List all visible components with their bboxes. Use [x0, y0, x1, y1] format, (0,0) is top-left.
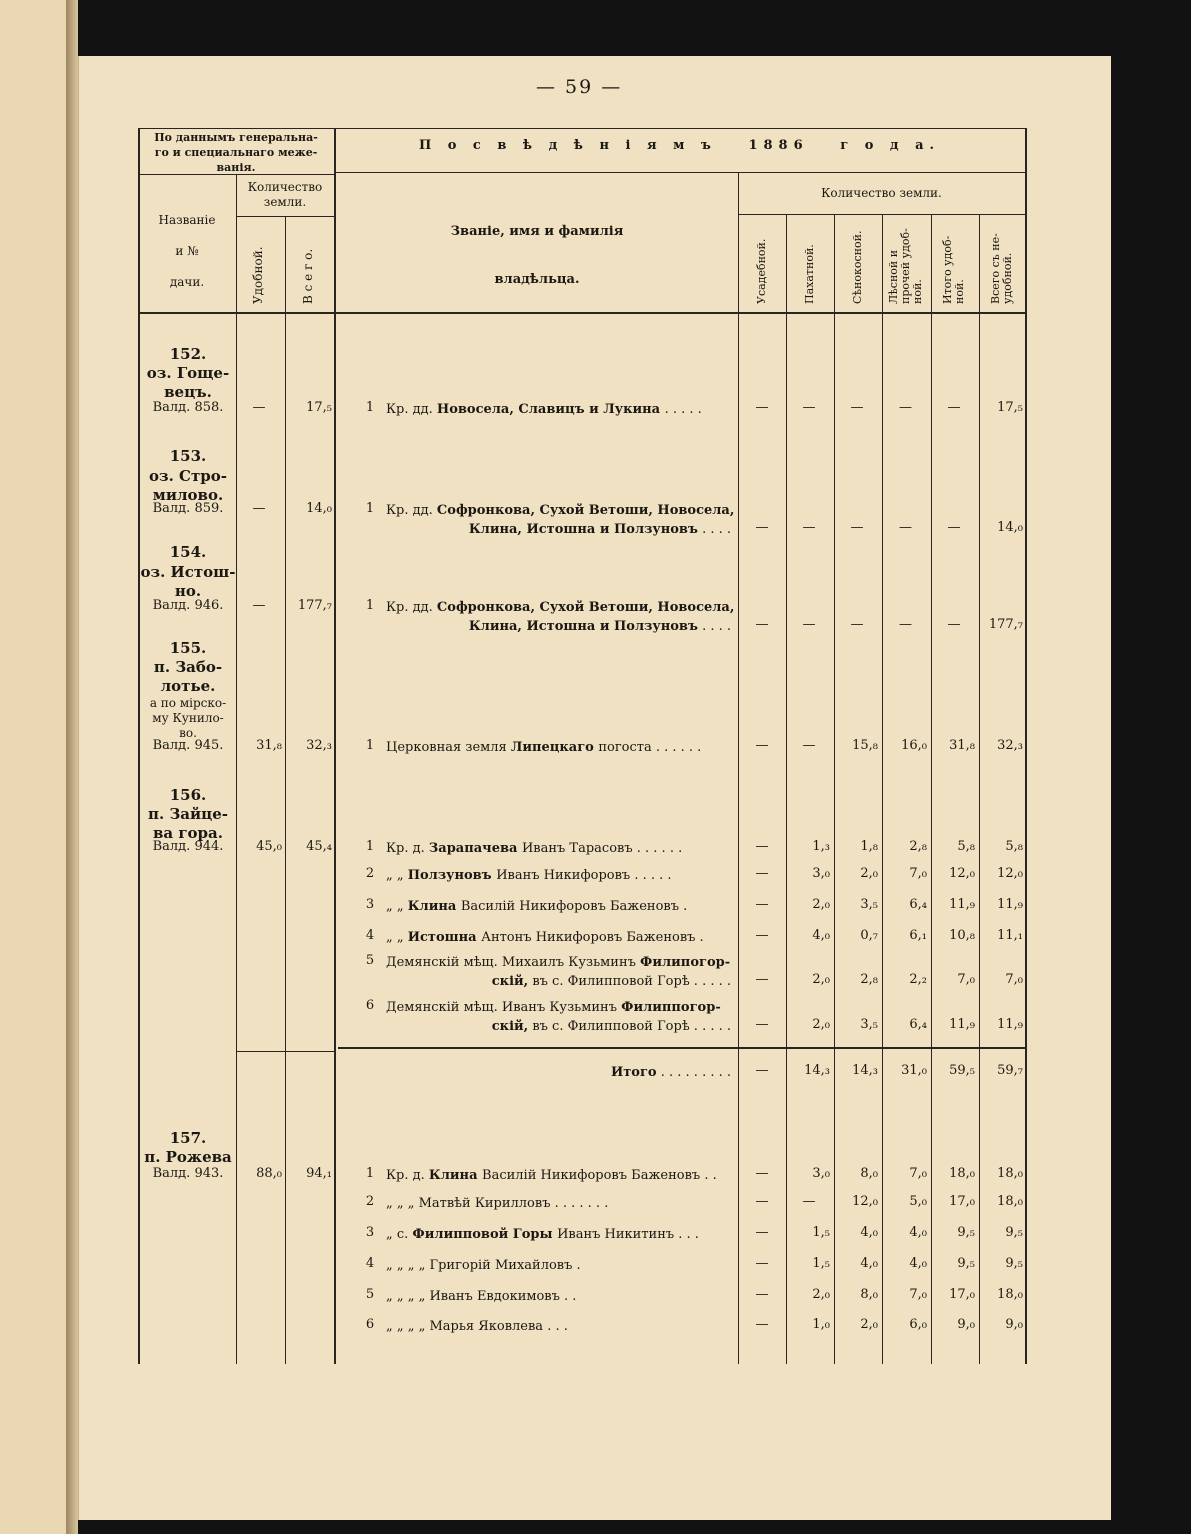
- owner-name-rest: Матвѣй Кирилловъ: [418, 1196, 555, 1211]
- leader-dots: . . . . .: [689, 1019, 731, 1034]
- row-number: 1: [365, 839, 375, 854]
- col-header-itogo: [942, 218, 966, 304]
- leader-dots: . . . . .: [689, 974, 731, 989]
- owner-name-line: [386, 897, 731, 916]
- cell-sen: 15,₈: [852, 738, 878, 753]
- cell-itogo: —: [947, 520, 961, 535]
- owner-name-line: [386, 598, 735, 617]
- cell-itogo: 9,₅: [957, 1225, 975, 1240]
- cell-les: —: [899, 617, 912, 632]
- dacha-name: а по мірско-: [149, 696, 227, 710]
- dacha-name: ва гора.: [153, 824, 223, 842]
- cell-itogo: 9,₅: [957, 1256, 975, 1271]
- cell-pakh: —: [802, 617, 816, 632]
- vsego-value: 94,₁: [306, 1166, 332, 1181]
- owner-name-rest: въ с. Филипповой Горѣ: [528, 974, 690, 989]
- owner-prefix: „ „ „ „: [386, 1289, 430, 1304]
- dacha-name: п. Рожева: [144, 1148, 232, 1166]
- cell-sen: 1,₈: [860, 839, 878, 854]
- owner-name-line: [386, 738, 731, 757]
- owner-prefix: Кр. д.: [386, 1168, 429, 1183]
- cell-itogo: 59,₅: [949, 1063, 975, 1078]
- owner-name-line: [386, 1166, 731, 1185]
- cell-vsego: 14,₀: [997, 520, 1023, 535]
- udobnoy-value: —: [252, 598, 266, 613]
- owner-name-line: [386, 400, 731, 419]
- survey-heading-line: го и специальнаго меже-: [154, 146, 318, 159]
- cell-vsego: 11,₉: [997, 897, 1023, 912]
- owner-column-header: [340, 208, 734, 304]
- dacha-col-line: Названіе: [158, 213, 216, 227]
- leader-dots: . . . .: [697, 619, 731, 634]
- cell-usad: —: [755, 897, 769, 912]
- leader-dots: . . . . .: [634, 868, 672, 883]
- dacha-name: оз. Истош-: [140, 563, 236, 581]
- cell-les: —: [899, 520, 912, 535]
- cell-itogo: 9,₀: [957, 1317, 975, 1332]
- cell-les: 6,₀: [909, 1317, 927, 1332]
- cell-itogo: 12,₀: [949, 866, 975, 881]
- cell-pakh: 1,₃: [812, 839, 830, 854]
- cell-usad: —: [755, 1166, 769, 1181]
- cell-vsego: 11,₉: [997, 1017, 1023, 1032]
- cell-usad: —: [755, 839, 769, 854]
- lesnoy-line: Лѣсной и: [887, 249, 900, 304]
- udobnoy-value: —: [252, 501, 266, 516]
- dacha-name: п. Забо-: [153, 658, 223, 676]
- cell-itogo: 7,₀: [957, 972, 975, 987]
- dacha-name: оз. Гоще-: [146, 364, 230, 382]
- owner-name-rest: Григорій Михайловъ: [429, 1258, 577, 1273]
- dacha-number: 156.: [169, 786, 207, 804]
- total-row-label: [386, 1063, 731, 1082]
- cell-pakh: 1,₀: [812, 1317, 830, 1332]
- owner-name-rest: Василій Никифоровъ Баженовъ: [460, 899, 684, 914]
- cell-vsego: 12,₀: [997, 866, 1023, 881]
- dacha-district: Валд. 858.: [152, 400, 224, 415]
- cell-usad: —: [755, 1063, 769, 1078]
- cell-vsego: 32,₃: [997, 738, 1023, 753]
- cell-usad: —: [755, 1017, 769, 1032]
- vsego-neud-line: Всего съ не-: [989, 233, 1002, 304]
- col-header-lesnoy: [888, 218, 924, 304]
- total-label: Итого: [610, 1065, 657, 1080]
- owner-name-rest: Иванъ Никифоровъ: [496, 868, 635, 883]
- cell-sen: 2,₀: [860, 866, 878, 881]
- owner-name-bold: Клина, Истошна и Ползуновъ: [468, 522, 698, 537]
- dacha-name: вецъ.: [164, 383, 212, 401]
- cell-usad: —: [755, 928, 769, 943]
- lesnoy-line: прочей удоб-: [899, 228, 912, 304]
- owner-name-bold: Новосела, Славицъ и Лукина: [436, 402, 665, 417]
- cell-les: 2,₈: [909, 839, 927, 854]
- dacha-district: Валд. 945.: [152, 738, 224, 753]
- dacha-name: во.: [179, 726, 197, 740]
- cell-les: 7,₀: [909, 1166, 927, 1181]
- owner-name-bold: Клина: [407, 899, 461, 914]
- owner-name-bold: Филипповой Горы: [412, 1227, 558, 1242]
- cell-sen: 8,₀: [860, 1287, 878, 1302]
- dacha-col-line: и №: [175, 244, 199, 258]
- survey-1886-heading: П о с в ѣ д ѣ н і я м ъ 1886 г о д а.: [418, 138, 941, 153]
- cell-itogo: 17,₀: [949, 1194, 975, 1209]
- dacha-number: 152.: [169, 345, 207, 363]
- row-number: 6: [365, 998, 375, 1013]
- owner-prefix: „ „ „ „: [386, 1319, 430, 1334]
- dacha-name: п. Зайце-: [148, 805, 228, 823]
- owner-prefix: „ „: [386, 930, 408, 945]
- cell-pakh: 2,₀: [812, 1017, 830, 1032]
- cell-pakh: 2,₀: [812, 1287, 830, 1302]
- survey-heading: [140, 130, 332, 175]
- dacha-number: 154.: [169, 543, 207, 561]
- dacha-district: Валд. 859.: [152, 501, 224, 516]
- owner-name-rest: Антонъ Никифоровъ Баженовъ: [481, 930, 700, 945]
- cell-sen: 3,₅: [860, 1017, 878, 1032]
- owner-name-rest: Иванъ Тарасовъ: [521, 841, 637, 856]
- cell-les: 4,₀: [909, 1225, 927, 1240]
- owner-name-bold: скій,: [491, 1019, 529, 1034]
- owner-prefix: Кр. д.: [386, 841, 429, 856]
- cell-vsego: 18,₀: [997, 1166, 1023, 1181]
- owner-prefix: Церковная земля: [386, 740, 511, 755]
- itogo-line: Итого удоб-: [941, 235, 954, 304]
- cell-pakh: 1,₅: [812, 1225, 830, 1240]
- previous-page-edge: [0, 0, 68, 1534]
- leader-dots: . .: [704, 1168, 717, 1183]
- udobnoy-value: 45,₀: [256, 839, 282, 854]
- cell-les: —: [899, 400, 912, 415]
- cell-sen: —: [850, 400, 864, 415]
- cell-les: 2,₂: [909, 972, 927, 987]
- owner-prefix: „ „ „ „: [386, 1258, 430, 1273]
- leader-dots: . . . . . .: [655, 740, 702, 755]
- owner-name-bold: Липецкаго: [510, 740, 599, 755]
- cell-usad: —: [755, 1256, 769, 1271]
- row-number: 1: [365, 400, 375, 415]
- cell-sen: 14,₃: [852, 1063, 878, 1078]
- row-number: 4: [365, 928, 375, 943]
- udobnoy-value: —: [252, 400, 266, 415]
- cell-usad: —: [755, 1194, 769, 1209]
- owner-name-rest: Василій Никифоровъ Баженовъ: [482, 1168, 705, 1183]
- owner-prefix: „ „: [386, 868, 408, 883]
- leader-dots: .: [683, 899, 688, 914]
- dacha-column-header: [140, 205, 234, 298]
- row-number: 3: [365, 897, 375, 912]
- cell-itogo: 17,₀: [949, 1287, 975, 1302]
- cell-itogo: 18,₀: [949, 1166, 975, 1181]
- dacha-number: 157.: [169, 1129, 207, 1147]
- owner-name-bold: Истошна: [407, 930, 482, 945]
- owner-name-line: [386, 953, 731, 972]
- cell-sen: 2,₀: [860, 1317, 878, 1332]
- cell-usad: —: [755, 520, 769, 535]
- owner-name-bold: скій,: [491, 974, 529, 989]
- cell-sen: 3,₅: [860, 897, 878, 912]
- col-header-vsego: В с е г о.: [301, 248, 315, 304]
- cell-sen: 0,₇: [860, 928, 878, 943]
- dacha-name: но.: [174, 582, 202, 600]
- cell-pakh: —: [802, 400, 816, 415]
- owner-name-line: [386, 617, 731, 636]
- owner-name-bold: Клина, Истошна и Ползуновъ: [468, 619, 698, 634]
- cell-sen: 8,₀: [860, 1166, 878, 1181]
- lesnoy-line: ной.: [911, 279, 924, 304]
- col-header-pakhatnoy: Пахатной.: [803, 244, 816, 304]
- leader-dots: .: [576, 1258, 581, 1273]
- cell-les: 4,₀: [909, 1256, 927, 1271]
- dacha-name: лотье.: [160, 677, 216, 695]
- leader-dots: . .: [564, 1289, 577, 1304]
- cell-vsego: 9,₀: [1005, 1317, 1023, 1332]
- cell-usad: —: [755, 1317, 769, 1332]
- cell-vsego: 11,₁: [997, 928, 1023, 943]
- cell-les: 6,₁: [909, 928, 927, 943]
- cell-pakh: 2,₀: [812, 972, 830, 987]
- vsego-neud-line: удобной.: [1001, 252, 1014, 304]
- owner-col-line: владѣльца.: [494, 272, 580, 287]
- book-gutter: [66, 0, 78, 1534]
- cell-usad: —: [755, 738, 769, 753]
- page-number: — 59 —: [536, 76, 623, 98]
- cell-les: 31,₀: [901, 1063, 927, 1078]
- cell-itogo: —: [947, 400, 961, 415]
- cell-les: 7,₀: [909, 866, 927, 881]
- row-number: 1: [365, 598, 375, 613]
- survey-heading-line: По даннымъ генеральна-: [154, 131, 318, 144]
- owner-prefix: Кр. дд.: [386, 402, 437, 417]
- owner-name-line: [386, 839, 731, 858]
- cell-sen: 12,₀: [852, 1194, 878, 1209]
- owner-name-line: [386, 1225, 731, 1244]
- vsego-value: 45,₄: [306, 839, 332, 854]
- owner-name-rest: погоста: [598, 740, 656, 755]
- owner-prefix: Кр. дд.: [386, 503, 437, 518]
- cell-itogo: 11,₉: [949, 1017, 975, 1032]
- owner-name-line: [386, 1194, 731, 1213]
- row-number: 2: [365, 866, 375, 881]
- owner-name-rest: въ с. Филипповой Горѣ: [528, 1019, 690, 1034]
- area-group-line: Количество: [247, 180, 323, 194]
- owner-name-line: [386, 1017, 731, 1036]
- owner-name-line: [386, 928, 731, 947]
- owner-name-line: [386, 1287, 731, 1306]
- leader-dots: . . .: [547, 1319, 568, 1334]
- row-number: 5: [365, 953, 375, 968]
- cell-les: 6,₄: [909, 897, 927, 912]
- cell-les: 7,₀: [909, 1287, 927, 1302]
- col-header-vsego-neudobnoy: [990, 218, 1014, 304]
- dacha-name: му Кунило-: [152, 711, 224, 725]
- cell-pakh: —: [802, 738, 816, 753]
- owner-name-bold: Ползуновъ: [407, 868, 497, 883]
- owner-prefix: „ „: [386, 899, 408, 914]
- dacha-name: оз. Стро-: [149, 467, 227, 485]
- owner-name-rest: Иванъ Евдокимовъ: [429, 1289, 565, 1304]
- dacha-col-line: дачи.: [169, 275, 205, 289]
- owner-name-bold: Филиппогор-: [621, 1000, 721, 1015]
- dacha-district: Валд. 944.: [152, 839, 224, 854]
- row-number: 1: [365, 1166, 375, 1181]
- owner-name-rest: Марья Яковлева: [429, 1319, 548, 1334]
- cell-pakh: —: [802, 520, 816, 535]
- owner-name-line: [386, 501, 735, 520]
- cell-les: 6,₄: [909, 1017, 927, 1032]
- row-number: 4: [365, 1256, 375, 1271]
- leader-dots: . . . . . . . . .: [656, 1065, 731, 1080]
- cell-usad: —: [755, 972, 769, 987]
- owner-name-bold: Клина: [428, 1168, 483, 1183]
- cell-pakh: 2,₀: [812, 897, 830, 912]
- cell-sen: —: [850, 617, 864, 632]
- owner-name-rest: Иванъ Никитинъ: [557, 1227, 679, 1242]
- dacha-number: 153.: [169, 447, 207, 465]
- cell-usad: —: [755, 1225, 769, 1240]
- cell-vsego: 177,₇: [988, 617, 1023, 632]
- cell-itogo: 10,₈: [949, 928, 975, 943]
- vsego-value: 14,₀: [306, 501, 332, 516]
- owner-name-line: [386, 520, 731, 539]
- row-number: 1: [365, 501, 375, 516]
- cell-vsego: 9,₅: [1005, 1225, 1023, 1240]
- area-group-header: [236, 180, 334, 210]
- udobnoy-value: 31,₈: [256, 738, 282, 753]
- cell-vsego: 5,₈: [1005, 839, 1023, 854]
- leader-dots: . . . . . .: [636, 841, 683, 856]
- leader-dots: . . . .: [697, 522, 731, 537]
- cell-itogo: 5,₈: [957, 839, 975, 854]
- leader-dots: . . . . . . .: [554, 1196, 609, 1211]
- owner-prefix: Демянскій мѣщ. Иванъ Кузьминъ: [386, 1000, 622, 1015]
- vsego-value: 17,₅: [306, 400, 332, 415]
- owner-name-bold: Зарапачева: [428, 841, 522, 856]
- dacha-name: милово.: [152, 486, 224, 504]
- survey-heading-line: ванія.: [216, 161, 256, 174]
- row-number: 1: [365, 738, 375, 753]
- dacha-number: 155.: [169, 639, 207, 657]
- owner-col-line: Званіе, имя и фамилія: [450, 224, 624, 239]
- cell-pakh: 3,₀: [812, 866, 830, 881]
- owner-name-line: [386, 998, 731, 1017]
- cell-pakh: 14,₃: [804, 1063, 830, 1078]
- owner-name-line: [386, 1317, 731, 1336]
- cell-itogo: —: [947, 617, 961, 632]
- area-group-line: земли.: [263, 195, 307, 209]
- col-header-udobnoy: Удобной.: [251, 246, 265, 304]
- cell-vsego: 59,₇: [997, 1063, 1023, 1078]
- col-header-senokosnoy: Сѣнокосной.: [851, 230, 864, 304]
- row-number: 5: [365, 1287, 375, 1302]
- owner-name-line: [386, 1256, 731, 1275]
- cell-vsego: 7,₀: [1005, 972, 1023, 987]
- col-header-usadebnoy: Усадебной.: [755, 238, 768, 304]
- cell-sen: —: [850, 520, 864, 535]
- cell-les: 5,₀: [909, 1194, 927, 1209]
- owner-prefix: Кр. дд.: [386, 600, 437, 615]
- cell-vsego: 17,₅: [997, 400, 1023, 415]
- cell-sen: 2,₈: [860, 972, 878, 987]
- cell-vsego: 18,₀: [997, 1194, 1023, 1209]
- owner-name-line: [386, 866, 731, 885]
- owner-prefix: Демянскій мѣщ. Михаилъ Кузьминъ: [386, 955, 641, 970]
- cell-itogo: 11,₉: [949, 897, 975, 912]
- cell-pakh: —: [802, 1194, 816, 1209]
- leader-dots: .: [699, 930, 704, 945]
- row-number: 6: [365, 1317, 375, 1332]
- row-number: 2: [365, 1194, 375, 1209]
- cell-vsego: 18,₀: [997, 1287, 1023, 1302]
- cell-pakh: 3,₀: [812, 1166, 830, 1181]
- cell-sen: 4,₀: [860, 1256, 878, 1271]
- udobnoy-value: 88,₀: [256, 1166, 282, 1181]
- dacha-district: Валд. 946.: [152, 598, 224, 613]
- cell-les: 16,₀: [901, 738, 927, 753]
- itogo-line: ной.: [953, 279, 966, 304]
- land-group-header: Количество земли.: [821, 186, 942, 200]
- dacha-district: Валд. 943.: [152, 1166, 224, 1181]
- cell-usad: —: [755, 866, 769, 881]
- owner-name-bold: Софронкова, Сухой Ветоши, Новосела,: [436, 503, 735, 518]
- cell-vsego: 9,₅: [1005, 1256, 1023, 1271]
- owner-name-bold: Филипогор-: [640, 955, 731, 970]
- owner-name-line: [386, 972, 731, 991]
- vsego-value: 32,₃: [306, 738, 332, 753]
- owner-prefix: „ „ „: [386, 1196, 419, 1211]
- cell-sen: 4,₀: [860, 1225, 878, 1240]
- cell-itogo: 31,₈: [949, 738, 975, 753]
- cell-usad: —: [755, 1287, 769, 1302]
- cell-pakh: 4,₀: [812, 928, 830, 943]
- owner-name-bold: Софронкова, Сухой Ветоши, Новосела,: [436, 600, 735, 615]
- leader-dots: . . .: [678, 1227, 699, 1242]
- owner-prefix: „ с.: [386, 1227, 413, 1242]
- leader-dots: . . . . .: [664, 402, 702, 417]
- row-number: 3: [365, 1225, 375, 1240]
- vsego-value: 177,₇: [297, 598, 332, 613]
- cell-usad: —: [755, 617, 769, 632]
- cell-pakh: 1,₅: [812, 1256, 830, 1271]
- cell-usad: —: [755, 400, 769, 415]
